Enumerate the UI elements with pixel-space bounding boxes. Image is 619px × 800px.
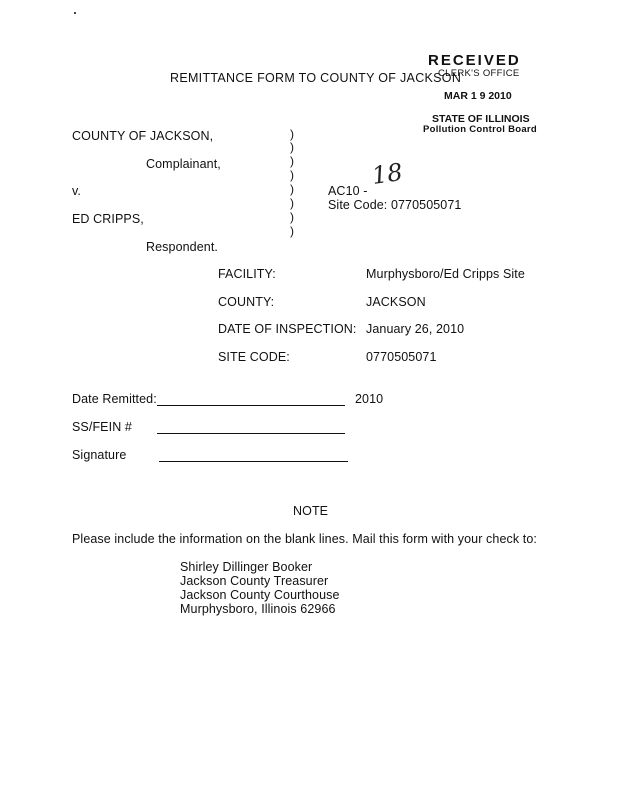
signature-label: Signature <box>72 448 127 462</box>
address-line: Jackson County Courthouse <box>180 588 340 602</box>
caption-paren: ) <box>290 127 294 141</box>
year-label: 2010 <box>355 392 384 406</box>
respondent-role: Respondent. <box>146 240 218 254</box>
address-line: Shirley Dillinger Booker <box>180 560 313 574</box>
page-title: REMITTANCE FORM TO COUNTY OF JACKSON <box>170 71 462 85</box>
stamp-state: STATE OF ILLINOIS <box>432 113 530 125</box>
caption-paren: ) <box>290 140 294 154</box>
versus-label: v. <box>72 184 81 198</box>
case-number-label: AC10 - <box>328 184 368 198</box>
complainant-name: COUNTY OF JACKSON, <box>72 129 214 143</box>
date-remitted-label: Date Remitted: <box>72 392 157 406</box>
caption-paren: ) <box>290 168 294 182</box>
caption-paren: ) <box>290 182 294 196</box>
caption-paren: ) <box>290 154 294 168</box>
stamp-office: CLERK'S OFFICE <box>438 68 520 79</box>
scan-speck <box>74 12 76 14</box>
note-instructions: Please include the information on the blank lines. Mail this form with your check to: <box>72 532 537 546</box>
ssfein-label: SS/FEIN # <box>72 420 132 434</box>
caption-paren: ) <box>290 196 294 210</box>
respondent-name: ED CRIPPS, <box>72 212 144 226</box>
stamp-board: Pollution Control Board <box>423 124 538 135</box>
county-value: JACKSON <box>366 295 426 309</box>
facility-value: Murphysboro/Ed Cripps Site <box>366 267 525 281</box>
signature-line[interactable] <box>159 461 348 462</box>
inspection-date-label: DATE OF INSPECTION: <box>218 322 357 336</box>
inspection-date-value: January 26, 2010 <box>366 322 465 336</box>
caption-paren: ) <box>290 224 294 238</box>
address-line: Murphysboro, Illinois 62966 <box>180 602 336 616</box>
stamp-date: MAR 1 9 2010 <box>444 90 512 102</box>
stamp-received: RECEIVED <box>428 52 521 69</box>
county-label: COUNTY: <box>218 295 275 309</box>
complainant-role: Complainant, <box>146 157 221 171</box>
site-code-caption: Site Code: 0770505071 <box>328 198 462 212</box>
site-code-label: SITE CODE: <box>218 350 290 364</box>
address-line: Jackson County Treasurer <box>180 574 329 588</box>
date-remitted-line[interactable] <box>157 405 345 406</box>
case-number-handwritten: 18 <box>370 158 405 190</box>
facility-label: FACILITY: <box>218 267 276 281</box>
ssfein-line[interactable] <box>157 433 345 434</box>
note-heading: NOTE <box>293 504 329 518</box>
caption-paren: ) <box>290 210 294 224</box>
site-code-value: 0770505071 <box>366 350 437 364</box>
